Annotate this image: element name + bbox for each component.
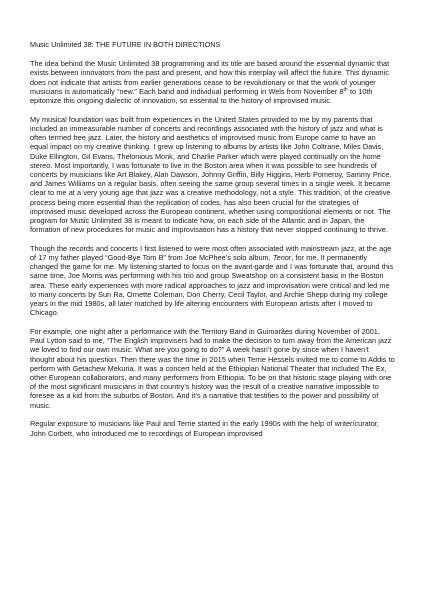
paragraph-1 bbox=[30, 59, 395, 105]
paragraph-1-superscript: th bbox=[343, 86, 348, 93]
paragraph-1-text-b: to 10th epitomize this ongoing dialectic of innovation, so essential to the history of improvised music. bbox=[30, 86, 373, 106]
paragraph-3-text-b: , for me. It permanently changed the game for me. My listening started to focus on the avant-garde and I was fortunate that, around this same time, Joe Morris was performing with his trio and group Sweatshop on a consistent basis in the Boston area. These early experiences with more radical approaches to jazz and improvisation were critical and led me to many concerts by Sun Ra, Ornette Coleman, Don Cherry, Cecil Taylor, and Archie Shepp during my college years in the mid 1980s, all later matched by life altering encounters with European artists after I moved to Chicago. bbox=[30, 253, 394, 318]
album-title-italic: Tenor bbox=[272, 253, 292, 263]
paragraph-1-text-a: The idea behind the Music Unlimited 38 programming and its title are based around the essential dynamic that exists between innovators from the past and present, and how this interplay will affect the future. This dynamic does not indicate that artists from earlier generations cease to be revolutionary or that the work of younger musicians is automatically “new.” Each band and individual performing in Wels from November 8 bbox=[30, 59, 390, 96]
paragraph-3 bbox=[30, 244, 395, 318]
paragraph-5: Regular exposure to musicians like Paul and Terrie started in the early 1990s with the help of writer/curator, John Corbett, who introduced me to recordings of European improvised bbox=[30, 419, 379, 438]
paragraph-3-text-a: Though the records and concerts I first listened to were most often associated with mainstream jazz, at the age of 17 my father played “Good-Bye Tom B” from Joe McPhee’s solo album, bbox=[30, 243, 392, 263]
paragraph-4: For example, one night after a performance with the Territory Band in Guimarães during November of 2001, Paul Lytton said to me, “The English improvisers had to make the decision to turn away from the American jazz we loved to find our own music. What are you going to do?” A week hasn’t gone by since when I haven’t thought about his question. Then there was the time in 2015 when Terrie Hessels invited me to come to Addis to perform with Getachew Mekuria. It was a concert held at the Ethiopian National Theater that included The Ex, other European collaborators, and many performers from Ethiopia. To be on that historic stage playing with one of the most significant musicians in that country’s history was the result of a creative narrative impossible to foresee as a kid from the suburbs of Boston. And it’s a narrative that testifies to the power and possibility of music. bbox=[30, 326, 395, 410]
paragraph-2: My musical foundation was built from experiences in the United States provided to me by my parents that included an immeasurable number of concerts and recordings associated with the history of jazz and what is often termed free jazz. Later, the history and aesthetics of improvised music from Europe came to have an equal impact on my creative thinking. I grew up listening to albums by artists like John Coltrane, Miles Davis, Duke Ellington, Gil Evans, Thelonious Monk, and Charlie Parker which were played continually on the home stereo. Most importantly, I was fortunate to live in the Boston area when it was possible to see hundreds of concerts by musicians like Art Blakey, Alan Dawson, Johnny Griffin, Billy Higgins, Herb Pomeroy, Sammy Price, and James Williams on a regular basis, often seeing the same group several times in a single week. It became clear to me at a very young age that jazz was a creative methodology, not a style. This tradition, of the creative process being more essential than the replication of codes, has also been crucial for the strategies of improvised music developed across the European continent, whether using compositional elements or not. The program for Music Unlimited 38 is meant to indicate how, on each side of the Atlantic and in Japan, the formation of new procedures for music and improvisation has a history that never stopped continuing to thrive. bbox=[30, 114, 392, 235]
document-title: Music Unlimited 38: THE FUTURE IN BOTH DIRECTIONS bbox=[30, 40, 221, 49]
